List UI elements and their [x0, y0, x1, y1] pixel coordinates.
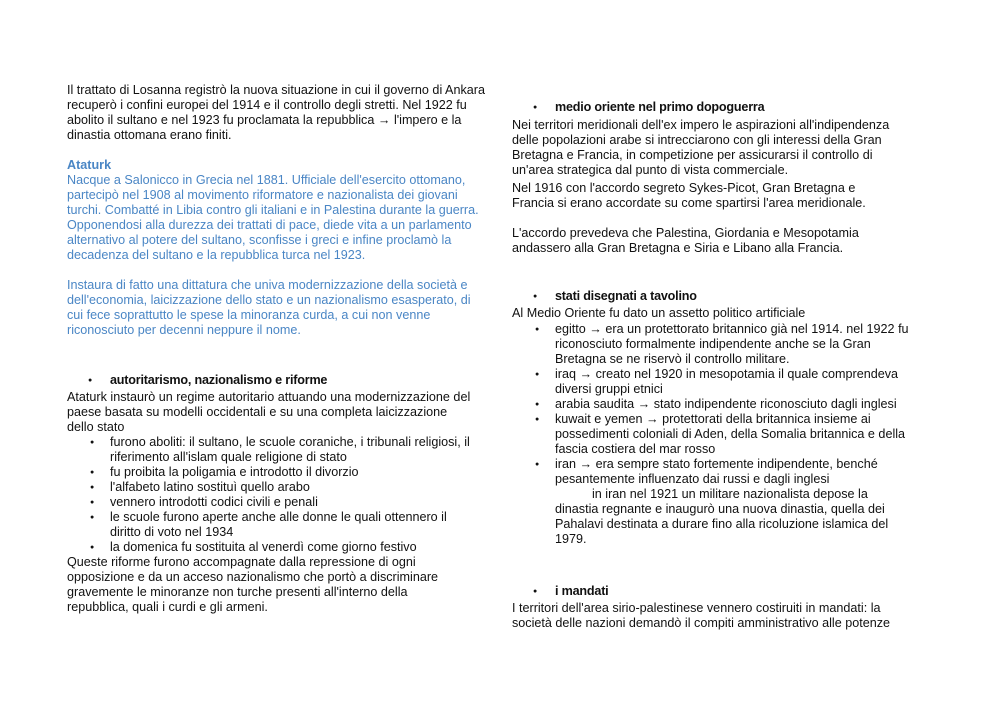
ataturk-bio: Nacque a Salonicco in Grecia nel 1881. Ufficiale dell'esercito ottomano, partecipò nel 1908 al movimento riformatore e nazionalista dei giovani turchi. Combatté in Libia contro gli italiani e in Palestina durante la guerra. Opponendosi alla durezza dei trattati di pace, diede vita a un parlamento alternativo al potere del sultano, sconfisse i greci e infine proclamò la decadenza del sultano e la repubblica turca nel 1923.	[67, 173, 479, 262]
iran-continuation-rest: dinastia regnante e inaugurò una nuova dinastia, quella dei Pahalavi destinata a durare fino alla ricoluzione islamica del 1979.	[555, 502, 889, 546]
heading-list-mandati	[512, 584, 922, 599]
reform-item: ● fu proibita la poligamia e introdotto il divorzio	[110, 465, 470, 480]
reforms-closing: Queste riforme furono accompagnate dalla repressione di ogni opposizione e da un acceso nazionalismo che portò a discriminare gravemente le minoranze non turche presenti all'interno della repubblica, quali i curdi e gli armeni.	[67, 555, 439, 614]
section-heading-text: autoritarismo, nazionalismo e riforme	[110, 373, 328, 387]
reforms-list	[67, 435, 470, 555]
section-heading-mandati	[512, 584, 922, 599]
reform-item: ● le scuole furono aperte anche alle donne le quali ottennero il diritto di voto nel 1934	[110, 510, 470, 540]
reform-item: ● l'alfabeto latino sostituì quello arabo	[110, 480, 470, 495]
section-heading-text: medio oriente nel primo dopoguerra	[555, 100, 765, 114]
reform-item: ● la domenica fu sostituita al venerdì come giorno festivo	[110, 540, 470, 555]
heading-list-medio-oriente	[512, 100, 922, 115]
stato-item: ● iran → era sempre stato fortemente indipendente, benché pesantemente influenzato dai russi e dagli inglesi	[555, 457, 920, 487]
reform-item: ● vennero introdotti codici civili e penali	[110, 495, 470, 510]
sykes-picot-paragraph: Nel 1916 con l'accordo segreto Sykes-Picot, Gran Bretagna e Francia si erano accordate su come spartirsi l'area meridionale.	[512, 181, 866, 210]
section-heading-medio-oriente	[512, 100, 922, 115]
mandati-paragraph: I territori dell'area sirio-palestinese vennero costiruiti in mandati: la società delle nazioni demandò il compiti amministrativo alle potenze	[512, 601, 891, 630]
stati-list	[512, 322, 920, 487]
ataturk-dictatorship: Instaura di fatto una dittatura che univa modernizzazione della società e dell'economia, laicizzazione dello stato e un nazionalismo esasperato, di cui fece soprattutto le spese la minoranza curda, a cui non venne riconosciuto per decenni neppure il nome.	[67, 278, 471, 337]
section-heading-stati	[512, 289, 922, 304]
stato-item: ● arabia saudita → stato indipendente riconosciuto dagli inglesi	[555, 397, 920, 412]
heading-list-autoritarismo	[0, 373, 500, 388]
autoritarismo-intro: Ataturk instaurò un regime autoritario attuando una modernizzazione del paese basata su modelli occidentali e su una completa laicizzazione dello stato	[67, 390, 471, 434]
stato-item: ● egitto → era un protettorato britannico già nel 1914. nel 1922 fu riconosciuto formalmente indipendente anche se la Gran Bretagna se ne riservò il controllo militare.	[555, 322, 920, 367]
section-heading-text: i mandati	[555, 584, 609, 598]
accordo-paragraph: L'accordo prevedeva che Palestina, Giordania e Mesopotamia andassero alla Gran Bretagna e Siria e Libano alla Francia.	[512, 226, 859, 255]
stato-item: ● iraq → creato nel 1920 in mesopotamia il quale comprendeva diversi gruppi etnici	[555, 367, 920, 397]
iran-continuation-first: in iran nel 1921 un militare nazionalista depose la	[592, 487, 868, 501]
section-heading-autoritarismo	[0, 373, 500, 388]
reform-item: ● furono aboliti: il sultano, le scuole coraniche, i tribunali religiosi, il riferimento all'islam quale religione di stato	[110, 435, 470, 465]
stato-item: ● kuwait e yemen → protettorati della britannica insieme ai possedimenti coloniali di Aden, della Somalia britannica e della fascia costiera del mar rosso	[555, 412, 920, 457]
heading-list-stati	[512, 289, 922, 304]
section-heading-text: stati disegnati a tavolino	[555, 289, 697, 303]
ataturk-title: Ataturk	[67, 158, 112, 172]
stati-intro: Al Medio Oriente fu dato un assetto politico artificiale	[512, 306, 806, 320]
medio-oriente-paragraph: Nei territori meridionali dell'ex impero le aspirazioni all'indipendenza delle popolazioni arabe si intrecciarono con gli interessi della Gran Bretagna e Francia, in competizione per assicurarsi il controllo di un'area strategica dal punto di vista commerciale.	[512, 118, 890, 177]
intro-paragraph: Il trattato di Losanna registrò la nuova situazione in cui il governo di Ankara recuperò i confini europei del 1914 e il controllo degli stretti. Nel 1922 fu abolito il sultano e nel 1923 fu proclamata la repubblica → l'impero e la dinastia ottomana erano finiti.	[67, 83, 485, 142]
